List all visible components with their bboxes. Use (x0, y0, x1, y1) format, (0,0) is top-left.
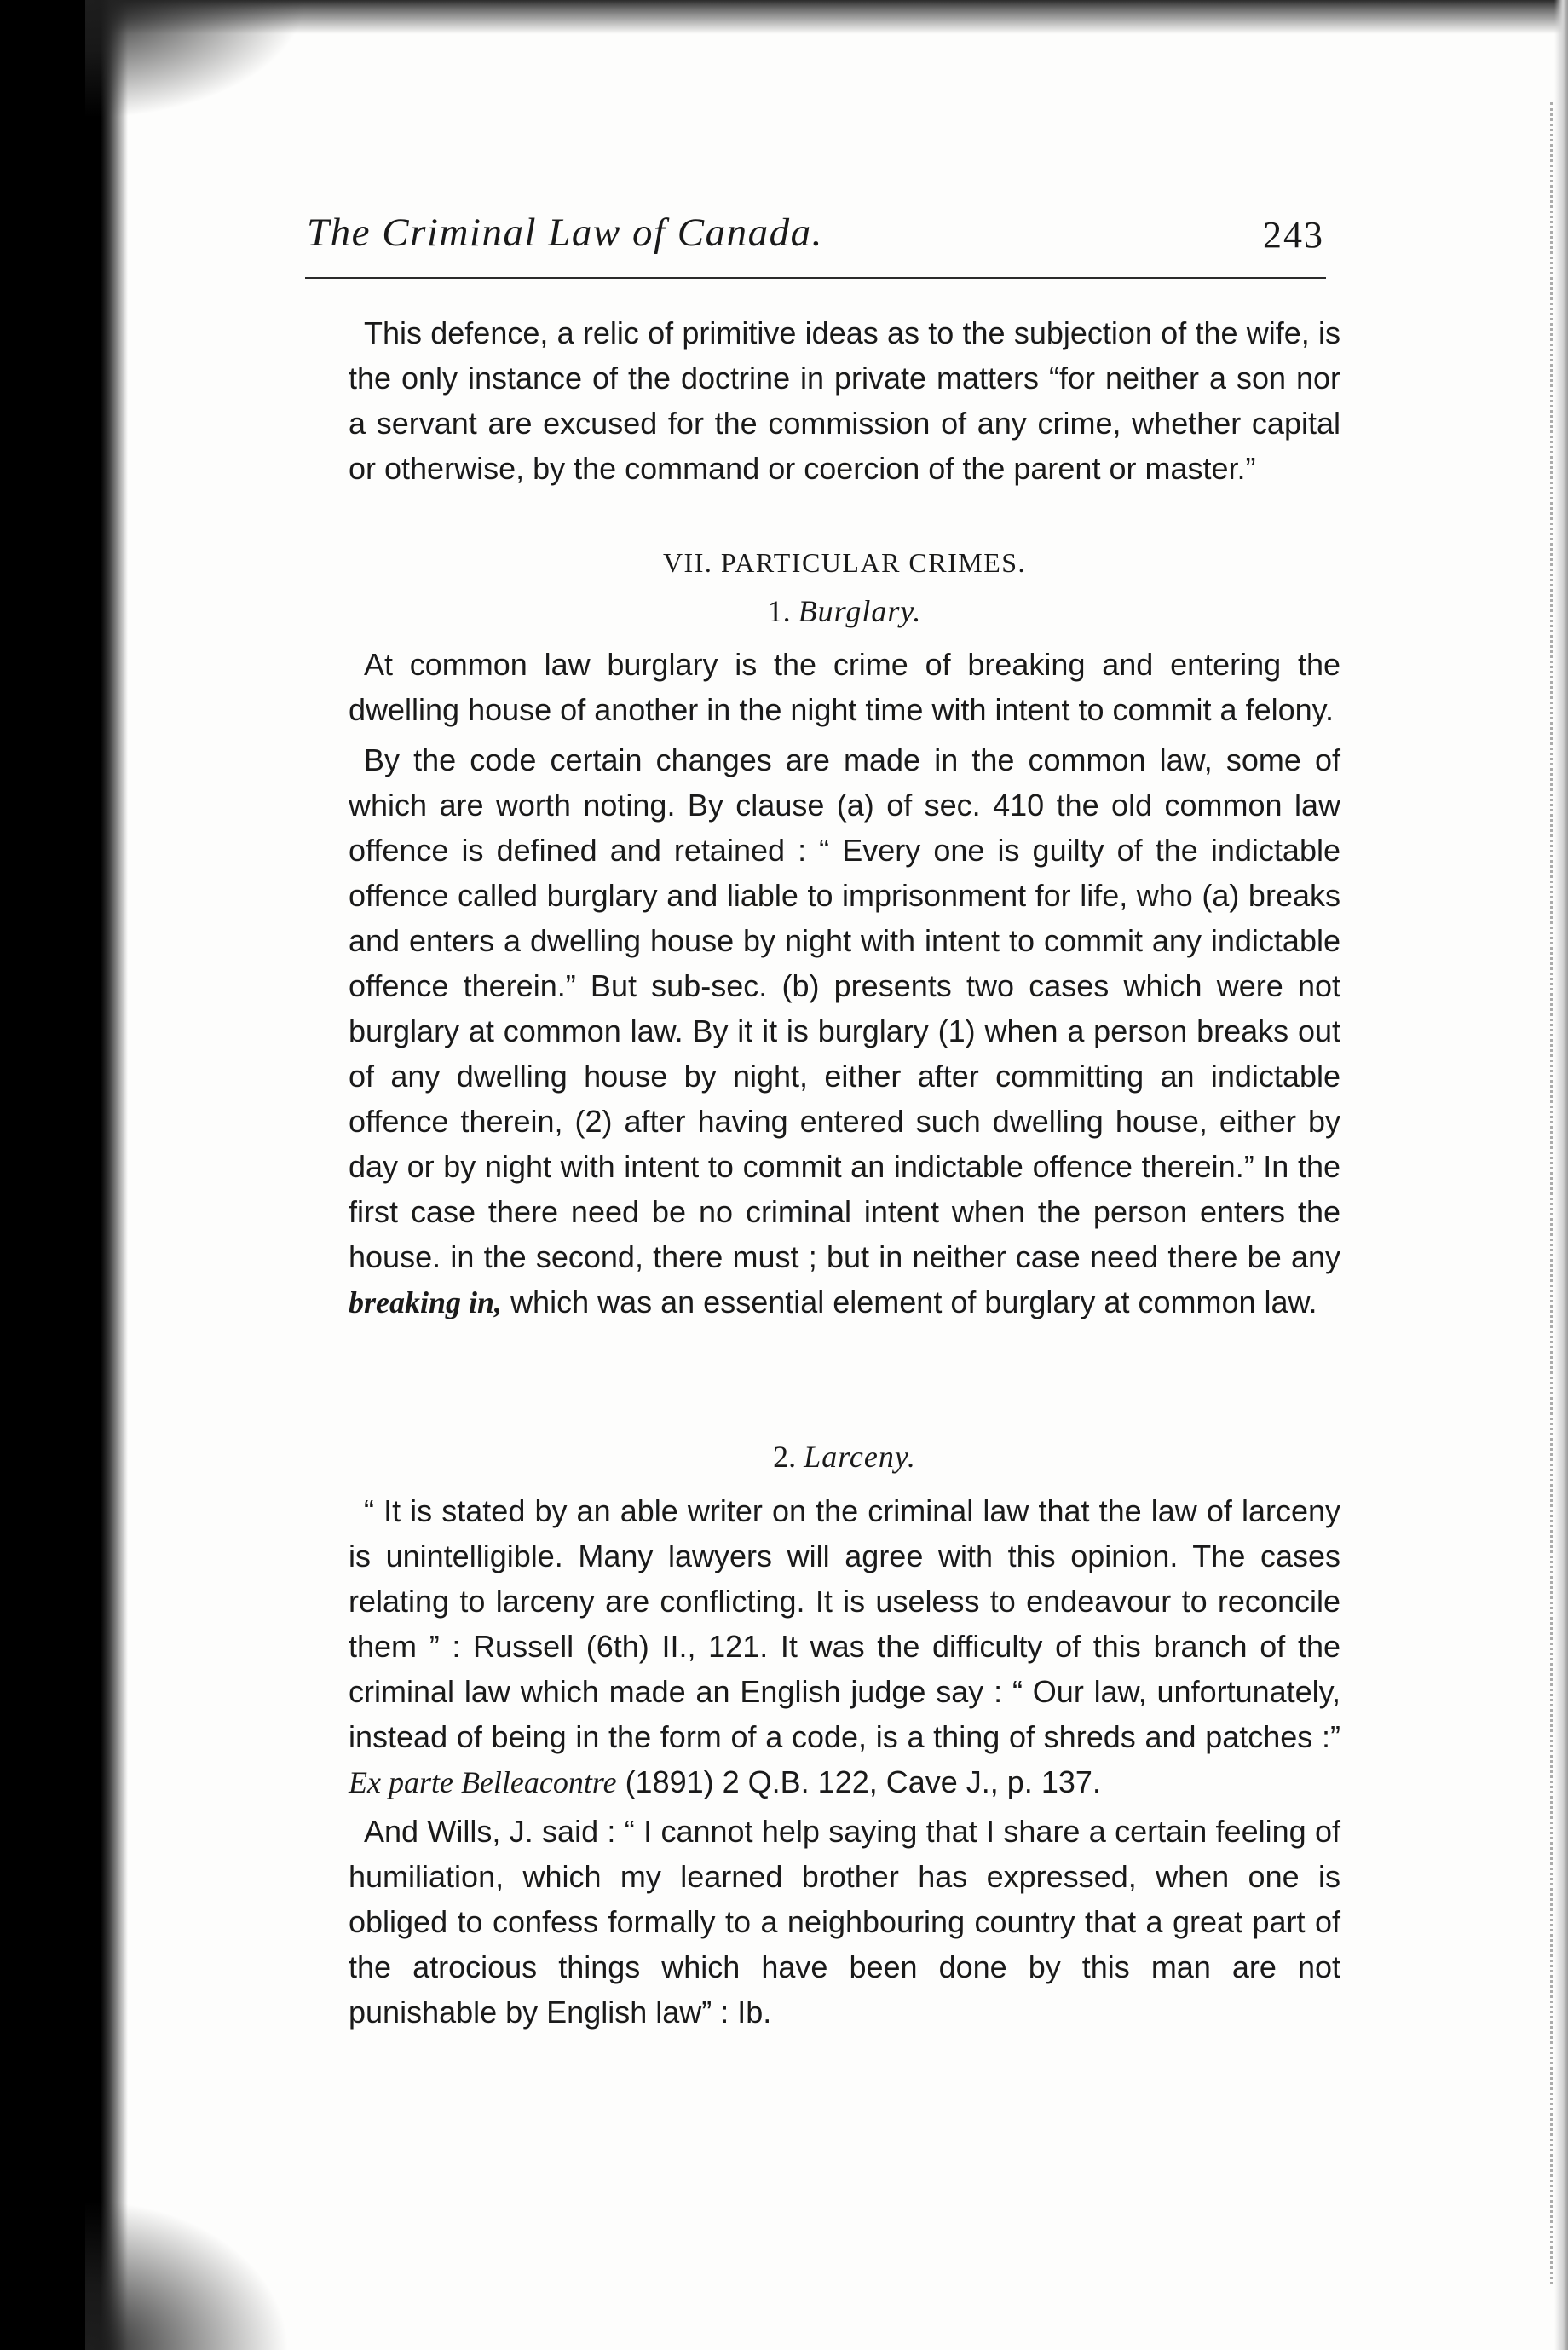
burglary-heading-text: Burglary. (798, 594, 922, 628)
burglary-heading-number: 1. (767, 594, 791, 628)
burglary-paragraph-2-text: By the code certain changes are made in the common law, some of which are worth noting. By clause (a) of sec. 410 the old common law offence is defined and retained : “ Every one is guilty of the indictable offence called burglary and liable to imprisonment for life, who (a) breaks and enters a dwelling house by night with intent to commit any indictable offence therein.” But sub-sec. (b) presents two cases which were not burglary at common law. By it it is burglary (1) when a person breaks out of any dwelling house by night, either after committing an indictable offence therein, (2) after having entered such dwelling house, either by day or by night with intent to commit an indictable offence therein.” In the first case there need be no criminal intent when the person enters the house. in the second, there must ; but in neither case need there be any (349, 742, 1340, 1274)
header-rule (305, 277, 1326, 279)
intro-paragraph: This defence, a relic of primitive ideas as to the subjection of the wife, is the only instance of the doctrine in private matters “for neither a son nor a servant are excused for the commission of any crime, whether capital or otherwise, by the command or coercion of the parent or master.” (349, 315, 1340, 486)
larceny-case-name: Ex parte Belleacontre (349, 1765, 617, 1799)
page-binding-shadow-left (0, 0, 128, 2350)
burglary-paragraph-2 (349, 737, 1340, 1325)
larceny-paragraph-1-text: “ It is stated by an able writer on the criminal law that the law of larceny is unintelligible. Many lawyers will agree with this opinion. The cases relating to larceny are conflicting. It is useless to endeavour to reconcile them ” : Russell (6th) II., 121. It was the difficulty of this branch of the criminal law which made an English judge say : “ Our law, unfortunately, instead of being in the form of a code, is a thing of shreds and patches :” (349, 1493, 1340, 1754)
section-title: VII. PARTICULAR CRIMES. (662, 547, 1027, 578)
larceny-heading (349, 1439, 1340, 1475)
larceny-paragraph-2: And Wills, J. said : “ I cannot help saying that I share a certain feeling of humiliation, which my learned brother has expressed, when one is obliged to confess formally to a neighbouring country that a great part of the atrocious things which have been done by this man are not punishable by English law” : Ib. (349, 1814, 1340, 2030)
burglary-heading (349, 593, 1340, 629)
larceny-case-citation: (1891) 2 Q.B. 122, Cave J., p. 137. (625, 1764, 1101, 1799)
larceny-heading-text: Larceny. (804, 1440, 916, 1474)
larceny-text-block (349, 1488, 1340, 2035)
page-corner-shadow-top (85, 0, 307, 119)
burglary-text-block (349, 642, 1340, 1325)
page-number: 243 (1263, 214, 1324, 256)
larceny-heading-number: 2. (773, 1440, 797, 1474)
intro-paragraph-block (349, 310, 1340, 491)
larceny-paragraph-1 (349, 1488, 1340, 1805)
page-corner-shadow-bottom (85, 2199, 290, 2350)
page-edge-shadow-right (1554, 0, 1568, 2350)
page-edge-speckle-right (1550, 102, 1556, 2284)
burglary-emphasis: breaking in, (349, 1285, 503, 1319)
burglary-paragraph-1: At common law burglary is the crime of breaking and entering the dwelling house of another in the night time with intent to commit a felony. (349, 647, 1340, 727)
running-head-title: The Criminal Law of Canada. (307, 211, 823, 255)
burglary-paragraph-2-end: which was an essential element of burglary at common law. (510, 1285, 1317, 1319)
